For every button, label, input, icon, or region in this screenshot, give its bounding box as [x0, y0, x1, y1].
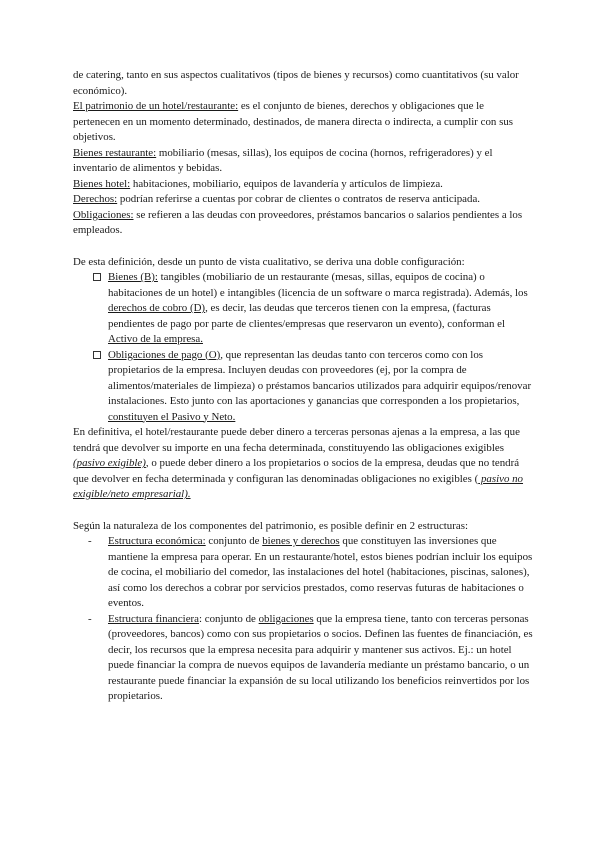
paragraph-spacer: [73, 503, 533, 519]
paragraph-spacer: [73, 239, 533, 255]
text-derechos: podrían referirse a cuentas por cobrar de clientes o contratos de reserva anticipada.: [117, 193, 481, 205]
definition-derechos: [73, 192, 533, 208]
bullet-bienes-text1: tangibles (mobiliario de un restaurante (mesas, sillas, equipos de cocina) o habitaciones de un hotel) e intangibles (licencia de un software o marca registrada). Además, los: [108, 271, 528, 299]
economica-text1: conjunto de: [205, 535, 263, 547]
term-bienes-restaurante: Bienes restaurante:: [73, 146, 157, 159]
financiera-text2: que la empresa tiene, tanto con terceras personas (proveedores, bancos) como con sus propietarios o socios. Definen las fuentes de financiación, es decir, los recursos que la empresa necesita para adquirir y mantener sus activos. Ej.: un hotel puede financiar la compra de nuevos equipos de lavandería mediante un préstamo bancario, o un restaurante puede financiar la expansión de su local utilizando los beneficios reinvertidos por los propietarios.: [108, 612, 533, 702]
dash-bullet: -: [88, 535, 92, 547]
definition-obligaciones: [73, 208, 533, 239]
conclusion-text1: En definitiva, el hotel/restaurante puede deber dinero a terceras personas ajenas a la empresa, a las que tendrá que devolver su importe en una fecha determinada, constituyendo las obligaciones exigibles: [73, 426, 520, 454]
term-bienes-hotel: Bienes hotel:: [73, 177, 131, 190]
item-estructura-economica: [73, 534, 533, 612]
link-activo: Activo de la empresa.: [108, 333, 203, 345]
text-patrimonio: es el conjunto de bienes, derechos y obligaciones que le pertenecen en un momento determinado, destinados, de manera directa o indirecta, a cumplir con sus objetivos.: [73, 100, 514, 143]
link-obligaciones: obligaciones: [258, 612, 314, 625]
term-bienes-b: Bienes (B):: [108, 271, 158, 283]
document-body: [73, 68, 533, 705]
term-estructura-economica: Estructura económica:: [108, 535, 206, 547]
checkbox-bullet-icon: [93, 351, 101, 359]
term-obligaciones: Obligaciones:: [73, 208, 134, 221]
term-patrimonio: El patrimonio de un hotel/restaurante:: [73, 100, 239, 112]
term-obligaciones-pago: Obligaciones de pago (O): [108, 348, 221, 361]
link-pasivo-neto: constituyen el Pasivo y Neto.: [108, 410, 236, 423]
term-derechos: Derechos:: [73, 193, 118, 205]
qualitative-lead: De esta definición, desde un punto de vista cualitativo, se deriva una doble configuración:: [73, 255, 465, 268]
pasivo-exigible: (pasivo exigible): [73, 457, 146, 469]
term-estructura-financiera: Estructura financiera: [108, 612, 200, 625]
economica-text2: que constituyen las inversiones que mantiene la empresa para operar. En un restaurante/hotel, estos bienes podrían incluir los equipos de cocina, el mobiliario del comedor, las instalaciones del hotel (habitaciones, piscinas, salones), así como los derechos a cobrar por servicios prestados, como reservas futuras de habitaciones o eventos.: [108, 535, 533, 609]
dash-bullet: -: [88, 612, 92, 625]
pasivo-no-exigible: pasivo no exigible/neto empresarial).: [73, 472, 524, 500]
bullet-bienes: [73, 270, 533, 348]
conclusion-paragraph: [73, 425, 533, 503]
item-estructura-financiera: [73, 612, 533, 705]
structures-lead: Según la naturaleza de los componentes del patrimonio, es posible definir en 2 estructuras:: [73, 519, 468, 532]
text-bienes-restaurante: mobiliario (mesas, sillas), los equipos de cocina (hornos, refrigeradores) y el inventario de alimentos y bebidas.: [73, 146, 493, 174]
conclusion-text2: , o puede deber dinero a los propietarios o socios de la empresa, deudas que no tendrá que devolver en fecha determinada y configuran las denominadas obligaciones no exigibles (: [73, 457, 520, 485]
financiera-text1: : conjunto de: [199, 612, 259, 625]
definition-patrimonio: [73, 99, 533, 146]
bullet-obligaciones-text1: , que representan las deudas tanto con terceros como con los propietarios de la empresa. Incluyen deudas con proveedores (ej, por la compra de alimentos/materiales de limpieza) o préstamos bancarios utilizados para adquirir equipos/renovar instalaciones. Esto junto con las aportaciones y ganancias que corresponden a los propietarios,: [108, 348, 532, 407]
link-derechos-cobro: derechos de cobro (D): [108, 302, 206, 314]
bullet-obligaciones: [73, 348, 533, 426]
link-bienes-derechos: bienes y derechos: [262, 535, 340, 547]
definition-bienes-hotel: [73, 177, 533, 193]
definition-bienes-restaurante: [73, 146, 533, 177]
text-obligaciones: se refieren a las deudas con proveedores, préstamos bancarios o salarios pendientes a los empleados.: [73, 208, 523, 236]
intro-continuation: de catering, tanto en sus aspectos cualitativos (tipos de bienes y recursos) como cuantitativos (su valor económico).: [73, 69, 519, 97]
text-bienes-hotel: habitaciones, mobiliario, equipos de lavandería y artículos de limpieza.: [130, 177, 443, 190]
bullet-bienes-text2: , es decir, las deudas que terceros tienen con la empresa, (facturas pendientes de pago por parte de clientes/empresas que reservaron un evento), conforman el: [108, 302, 506, 330]
checkbox-bullet-icon: [93, 273, 101, 281]
